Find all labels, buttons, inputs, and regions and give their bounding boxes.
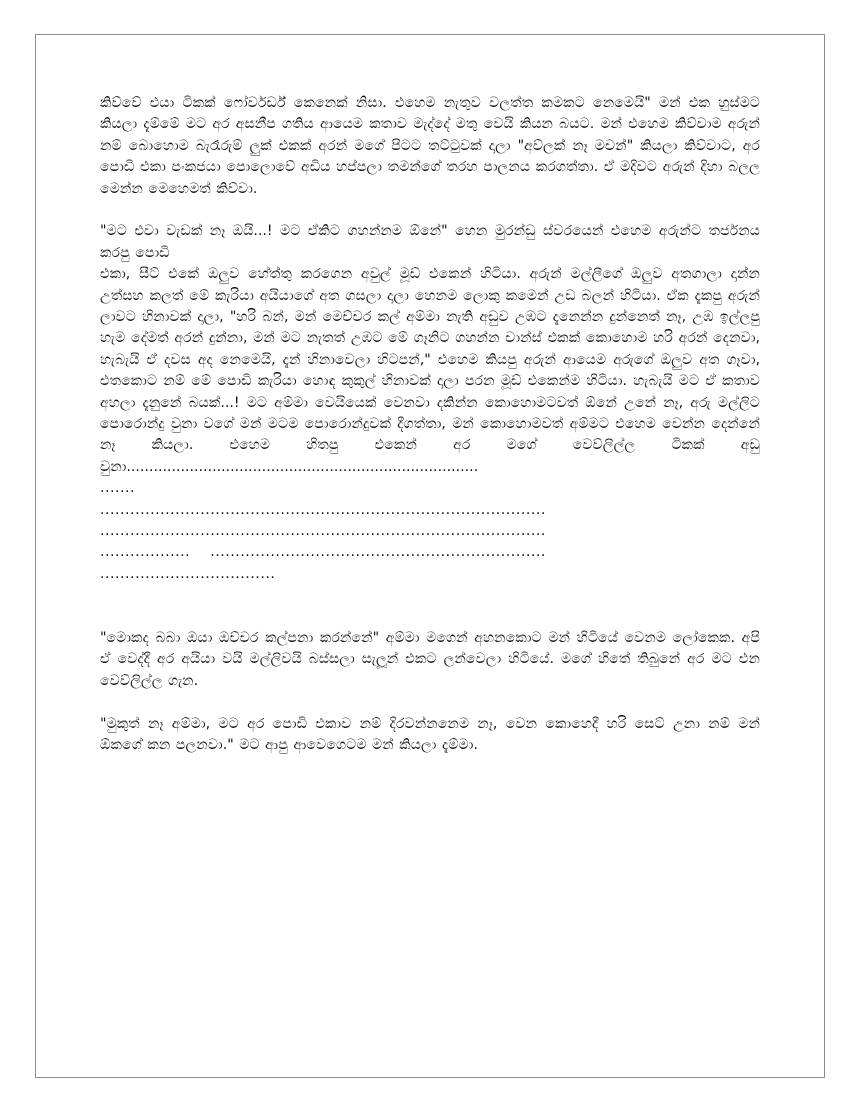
dot-line-1: ....... [100, 480, 136, 497]
dot-line-4: .................. ................................................................... [100, 544, 546, 561]
paragraph-gap [100, 607, 760, 628]
paragraph-gap [100, 692, 760, 713]
paragraph-1: කිව්වේ එයා ටිකක් ෆෝර්වර්ඩ් කෙනෙක් නිසා. එහෙම නැතුව වලත්ත කමකට නෙමෙයි" මන් එක හුස්මට කියලා දැම්මේ මට අර අසනීප ගතිය ආයෙම කතාව මැද්දේ මතු වෙයි කියන බයට. මන් එහෙම කිව්වාම අරුන් නම් බොහොම බැරෑරුම් ලුක් එකක් අරන් මගේ පිටට තට්ටුවක් දාලා "අව්ලක් නෑ මචන්" කියලා කිව්වාට, අර පොඩි එකා පංකජයා පොලොවේ අඩිය හප්පලා තමන්ගේ තරහ පාලනය කරගත්තා. ඒ මදිවට අරුන් දිහා බලල මෙන්න මෙහෙමත් කිව්වා. [100, 95, 760, 197]
paragraph-gap [100, 585, 760, 606]
paragraph-4: "මුකුත් නෑ අම්මා, මට අර පොඩි එකාව නම් දිරවන්නනෙම නෑ, වෙන කොහෙදී හරි සෙට් උනා නම් මන් ඕකගේ කන පලනවා." මට ආපු ආවෙගෙටම මන් කියලා දැම්මා. [100, 715, 760, 754]
dot-line-2: ......................................................................................... [100, 501, 546, 518]
paragraph-2: "මට එවා වැඩක් නෑ ඔයි...! මට ඒකිට ගහන්නම ඕනේ" හෙන මුරන්ඩු ස්වරයෙන් එහෙම අරුන්ට තර්ජනය කරපු පොඩි එකා, සීට් එකේ ඔලුව හේත්තු කරගෙන අවුල් මූඩ් එකෙන් හිටියා. අරුන් මල්ලීගේ ඔලුව අතගාලා දාන්න උත්සහ කලත් මේ කැරියා අයියාගේ අත ගසලා දාලා හෙනම ලොකු කමෙන් උඩ බලන් හිටියා. ඒක දැකපු අරුන් ලාවට හිනාවක් දාලා, "හරි බන්, මන් මෙච්චර කල් අම්මා නැති අඩුව උඹට දැනෙන්න දුන්නෙත් නෑ, උඹ ඉල්ලපු හැම දේමත් අරන් දුන්නා, මන් මට නැතත් උඹට මේ ගෑනිට ගහන්න චාන්ස් එකක් කොහොම හරි අරන් දෙනවා, හැබැයි ඒ දවස අද නෙමෙයි, දැන් හිනාවෙලා හිටපන්," එහෙම කියපු අරුන් ආයෙම අරුගේ ඔලුව අත ගෑවා, එතකොට නම් මේ පොඩි කැරියා හොඳ කුකුල් හිනාවක් දාලා පරන මූඩ් එකෙන්ම හිටියා. හැබැයි මට ඒ කතාව අහලා දැනුනේ බයක්...! මට අම්මා වෙයියෙක් වෙනවා දකින්න කොහොමටවත් ඕනේ උනේ නෑ, අරු මල්ලිට පොරොන්දු වුනා වගේ මන් මටම පොරොන්දුවක් දීගත්තා, මන් කොහොමවත් අම්මට එහෙම වෙන්න දෙන්නේ නෑ කියලා. එහෙම හිතපු එකෙන් අර මගේ වෙව්ලිල්ල ටිකක් අඩු වුනා.............................................................................. [100, 223, 760, 475]
dotted-lines [100, 478, 760, 585]
page-content [100, 93, 760, 756]
dot-line-3: ......................................................................................... [100, 523, 546, 540]
dot-line-5: ................................... [100, 565, 276, 582]
paragraph-3: "මොකද බබා ඔයා ඔච්චර කල්පනා කරන්නේ" අම්මා මගෙන් අහනකොට මන් හිටියේ වෙනම ලෝකෙක. අපි ඒ වෙද්දී අර අයියා වයි මල්ලිවයි බස්සලා සැලූන් එකට ලන්වෙලා හිටියේ. මගේ හිතේ තිබුනේ අර මට එන වෙව්ලිල්ල ගැන. [100, 630, 760, 689]
paragraph-gap [100, 200, 760, 221]
